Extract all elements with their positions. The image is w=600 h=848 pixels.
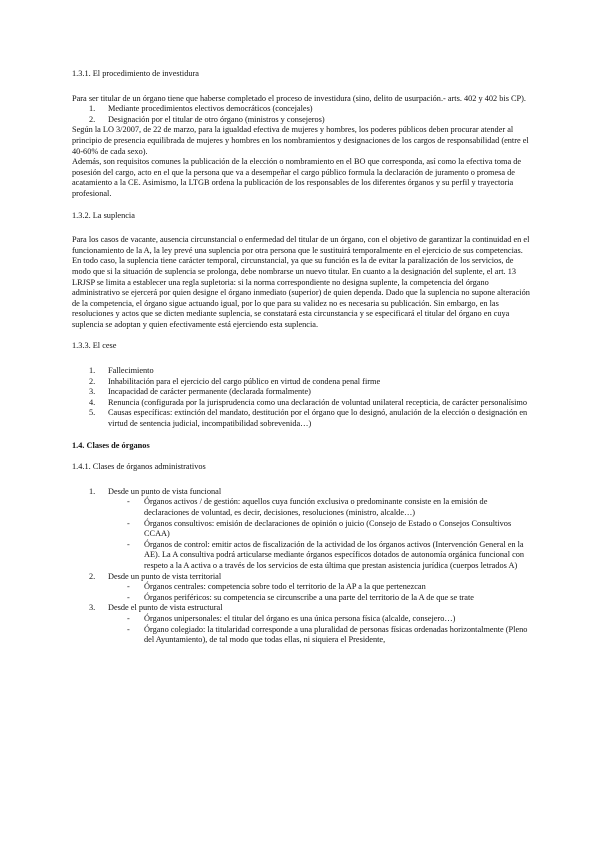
list-text: Causas específicas: extinción del mandato, destitución por el órgano que lo designó, anulación de la elección o designación en virtud de sentencia judicial, incompatibilidad sobrevenida…) — [108, 408, 528, 429]
sub-list — [72, 497, 532, 571]
list-number: 3. — [89, 603, 96, 613]
dash-bullet: - — [127, 624, 130, 634]
list-number: 4. — [89, 397, 96, 407]
dash-bullet: - — [127, 613, 130, 623]
dash-bullet: - — [127, 518, 130, 528]
sub-list-item — [72, 582, 532, 593]
list-item — [72, 366, 532, 377]
sub-list — [72, 582, 532, 603]
list-item — [72, 115, 532, 126]
list-text: Fallecimiento — [108, 366, 154, 376]
sub-list-item — [72, 614, 532, 625]
list-text: Inhabilitación para el ejercicio del cargo público en virtud de condena penal firme — [108, 376, 381, 386]
group-title-row — [72, 572, 532, 583]
dash-bullet: - — [127, 592, 130, 602]
section-heading-1-3-3: 1.3.3. El cese — [72, 341, 117, 351]
paragraph-requisitos: Además, son requisitos comunes la publicación de la elección o nombramiento en el BO que corresponda, así como la efectiva toma de posesión del cargo, acto en el que la persona que va a desempeñar el cargo público formula la declaración de juramento o promesa de acatamiento a la CE. Asimismo, la LTGB ordena la publicación de los responsables de los diferentes órganos y su perfil y trayectoria profesional. — [72, 157, 522, 198]
list-item — [72, 487, 532, 572]
list-number: 2. — [89, 376, 96, 386]
list-text: Designación por el titular de otro órgano (ministros y consejeros) — [108, 114, 325, 124]
sub-list-item — [72, 497, 532, 518]
list-item — [72, 572, 532, 604]
sub-list — [72, 614, 532, 646]
group-title: Desde un punto de vista funcional — [108, 486, 222, 496]
list-item — [72, 603, 532, 645]
list-item — [72, 377, 532, 388]
sub-list-text: Órgano colegiado: la titularidad corresponde a una pluralidad de personas físicas ordenadas horizontalmente (Pleno del Ayuntamiento), de tal modo que todas ellas, ni siquiera el Presidente, — [144, 624, 528, 645]
sub-list-text: Órganos periféricos: su competencia se circunscribe a una parte del territorio de la A de que se trate — [144, 592, 474, 602]
sub-list-text: Órganos consultivos: emisión de declaraciones de opinión o juicio (Consejo de Estado o Consejos Consultivos CCAA) — [144, 518, 512, 539]
list-number: 2. — [89, 114, 96, 124]
sub-list-text: Órganos de control: emitir actos de fiscalización de la actividad de los órganos activos (Intervención General en la AE). La A consultiva podrá articularse mediante órganos específicos dotados de autonomía orgánica funcional con respeto a la A activa o a través de los servicios de esta última que prestan asistencia jurídica (cuerpos letrados A) — [144, 539, 525, 570]
section-heading-1-4-1: 1.4.1. Clases de órganos administrativos — [72, 462, 206, 472]
list-number: 1. — [89, 104, 96, 114]
section-heading-1-3-1: 1.3.1. El procedimiento de investidura — [72, 69, 199, 78]
paragraph-investidura-intro: Para ser titular de un órgano tiene que haberse completado el proceso de investidura (sino, delito de usurpación.- arts. 402 y 402 bis CP). — [72, 93, 526, 103]
paragraph-suplencia: Para los casos de vacante, ausencia circunstancial o enfermedad del titular de un órgano, con el objetivo de garantizar la continuidad en el funcionamiento de la A, la ley prevé una suplencia por otra persona que le sustituirá temporalmente en el ejercicio de sus competencias. En todo caso, la suplencia tiene carácter temporal, circunstancial, ya que su función es la de evitar la paralización de los servicios, de modo que si la situación de suplencia se prolonga, debe nombrarse un nuevo titular. En cuanto a la designación del suplente, el art. 13 LRJSP se limita a establecer una regla supletoria: si la norma correspondiente no designa suplente, la competencia del órgano administrativo se ejercerá por quien designe el órgano inmediato (superior) de quien dependa. Dado que la suplencia no supone alteración de la competencia, el órgano sigue actuando igual, por lo que para su validez no es necesaria su publicación. Sin embargo, en las resoluciones y actos que se dicten mediante suplencia, se constatará esta circunstancia y se especificará el titular del órgano en cuya suplencia se adoptan y quien efectivamente está ejerciendo esta suplencia. — [72, 235, 530, 329]
list-number: 1. — [89, 366, 96, 376]
list-text: Incapacidad de carácter permanente (declarada formalmente) — [108, 387, 311, 397]
sub-list-item — [72, 540, 532, 572]
sub-list-text: Órganos unipersonales: el titular del órgano es una única persona física (alcalde, consejero…) — [144, 613, 456, 623]
cese-list — [72, 366, 532, 430]
sub-list-item — [72, 625, 532, 646]
sub-list-item — [72, 593, 532, 604]
sub-list-text: Órganos activos / de gestión: aquellos cuya función exclusiva o predominante consiste en la emisión de declaraciones de voluntad, es decir, decisiones, resoluciones (ministro, alcalde…) — [144, 497, 488, 517]
document-body — [72, 69, 532, 646]
list-item — [72, 387, 532, 398]
investidura-list — [72, 104, 532, 125]
list-text: Mediante procedimientos electivos democráticos (concejales) — [108, 104, 313, 114]
group-title: Desde el punto de vista estructural — [108, 603, 223, 613]
dash-bullet: - — [127, 497, 130, 507]
list-item — [72, 104, 532, 115]
list-item — [72, 398, 532, 409]
group-title-row — [72, 487, 532, 498]
clases-organos-list — [72, 487, 532, 646]
list-text: Renuncia (configurada por la jurisprudencia como una declaración de voluntad unilateral recepticia, de carácter personalísimo — [108, 397, 528, 407]
sub-list-text: Órganos centrales: competencia sobre todo el territorio de la AP a la que pertenezcan — [144, 582, 426, 592]
section-heading-1-3-2: 1.3.2. La suplencia — [72, 210, 135, 220]
dash-bullet: - — [127, 539, 130, 549]
list-item — [72, 408, 532, 429]
paragraph-igualdad: Según la LO 3/2007, de 22 de marzo, para la igualdad efectiva de mujeres y hombres, los poderes públicos deben procurar atender al principio de presencia equilibrada de mujeres y hombres en los nombramientos y designaciones de los cargos de responsabilidad (entre el 40-60% de cada sexo). — [72, 125, 529, 156]
group-title-row — [72, 603, 532, 614]
list-number: 5. — [89, 408, 96, 418]
group-title: Desde un punto de vista territorial — [108, 571, 222, 581]
list-number: 2. — [89, 571, 96, 581]
section-heading-1-4: 1.4. Clases de órganos — [72, 440, 150, 450]
sub-list-item — [72, 519, 532, 540]
list-number: 3. — [89, 387, 96, 397]
dash-bullet: - — [127, 582, 130, 592]
list-number: 1. — [89, 486, 96, 496]
